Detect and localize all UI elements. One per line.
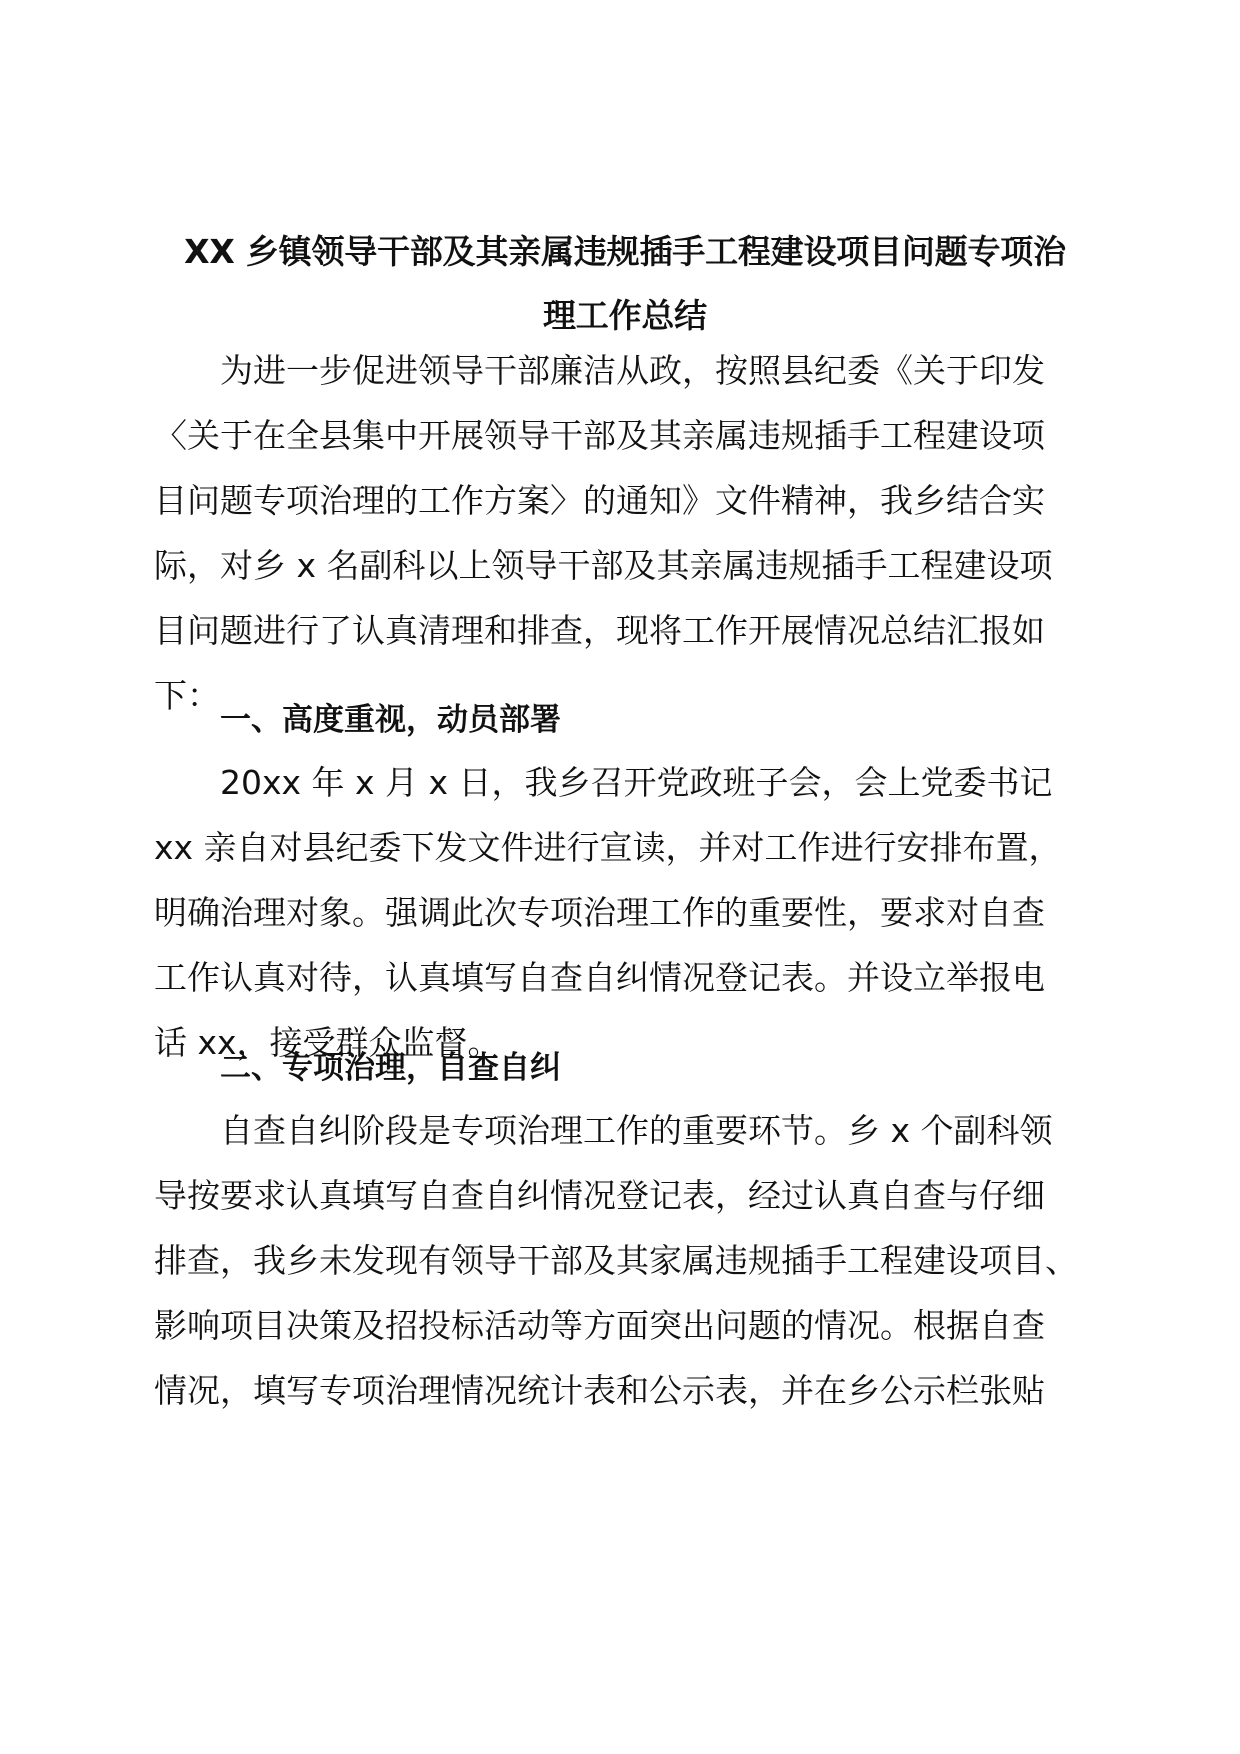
section-1-line: 20xx 年 x 月 x 日，我乡召开党政班子会，会上党委书记 [154, 763, 1053, 802]
intro-line: 目问题专项治理的工作方案〉的通知》文件精神，我乡结合实 [154, 481, 1045, 520]
section-2-line: 排查，我乡未发现有领导干部及其家属违规插手工程建设项目、 [154, 1241, 1078, 1280]
intro-line: 际，对乡 x 名副科以上领导干部及其亲属违规插手工程建设项 [154, 546, 1053, 585]
intro-line: 下： [154, 676, 220, 715]
section-2-paragraph [154, 1098, 1089, 1423]
section-2-heading: 二、专项治理，自查自纠 [220, 1050, 561, 1086]
section-2-line: 情况，填写专项治理情况统计表和公示表，并在乡公示栏张贴 [154, 1371, 1045, 1410]
title-line-1: XX 乡镇领导干部及其亲属违规插手工程建设项目问题专项治 [184, 232, 1066, 271]
section-1-line: 工作认真对待，认真填写自查自纠情况登记表。并设立举报电 [154, 958, 1045, 997]
intro-line: 目问题进行了认真清理和排查，现将工作开展情况总结汇报如 [154, 611, 1045, 650]
title-line-2: 理工作总结 [542, 296, 707, 335]
section-1-line: 话 xx，接受群众监督。 [154, 1023, 501, 1062]
intro-paragraph [154, 338, 1089, 728]
section-1-heading: 一、高度重视，动员部署 [220, 702, 561, 738]
section-1-line: xx 亲自对县纪委下发文件进行宣读，并对工作进行安排布置， [154, 828, 1062, 867]
document-title [150, 220, 1100, 348]
section-1-paragraph [154, 750, 1089, 1075]
section-1-line: 明确治理对象。强调此次专项治理工作的重要性，要求对自查 [154, 893, 1045, 932]
section-2-line: 自查自纠阶段是专项治理工作的重要环节。乡 x 个副科领 [154, 1111, 1053, 1150]
section-2-line: 影响项目决策及招投标活动等方面突出问题的情况。根据自查 [154, 1306, 1045, 1345]
intro-line: 为进一步促进领导干部廉洁从政，按照县纪委《关于印发 [154, 351, 1045, 390]
section-2-line: 导按要求认真填写自查自纠情况登记表，经过认真自查与仔细 [154, 1176, 1045, 1215]
intro-line: 〈关于在全县集中开展领导干部及其亲属违规插手工程建设项 [154, 416, 1045, 455]
